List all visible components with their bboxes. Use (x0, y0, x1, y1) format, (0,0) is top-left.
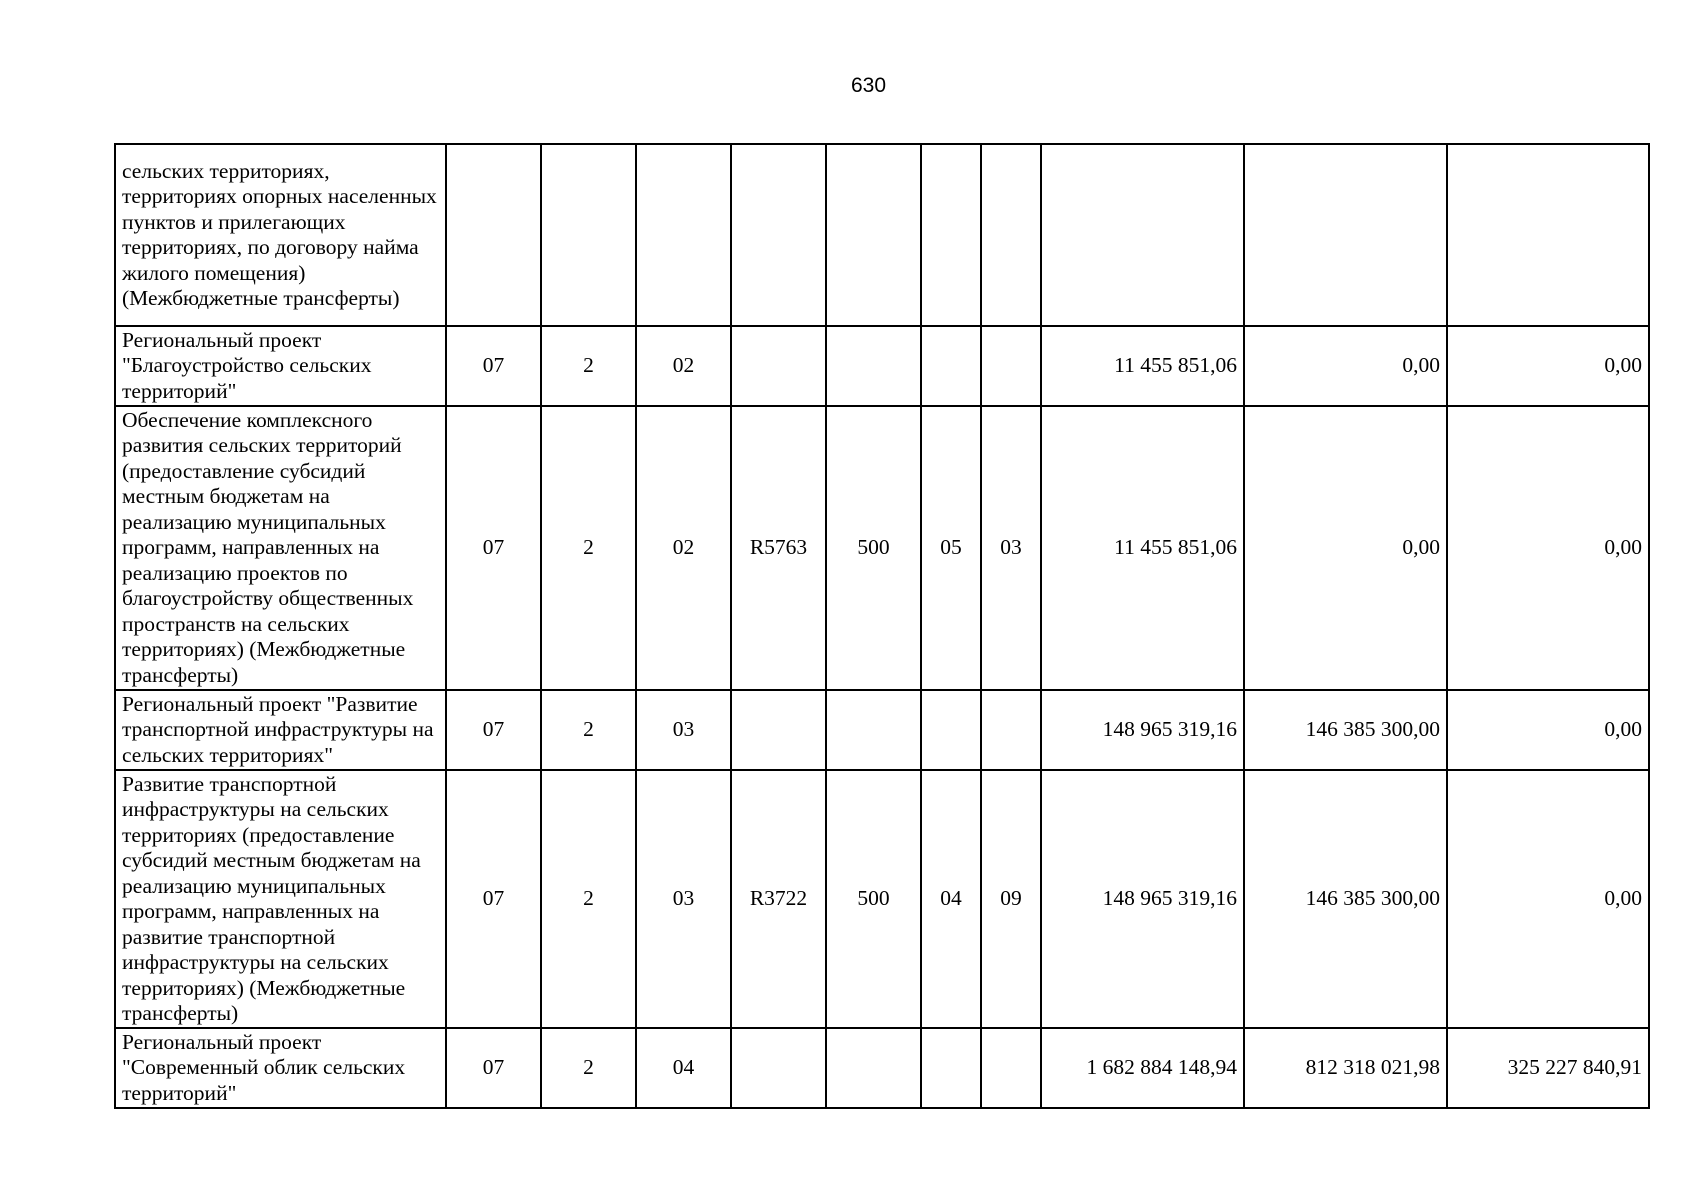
expense-type-code (826, 144, 921, 326)
subprogram-code: 2 (541, 326, 636, 406)
row-description: Региональный проект "Развитие транспортной инфраструктуры на сельских территориях" (115, 690, 446, 770)
row-description: Региональный проект "Благоустройство сельских территорий" (115, 326, 446, 406)
event-code: 02 (636, 326, 731, 406)
amount-year-2: 0,00 (1244, 406, 1447, 690)
program-code: 07 (446, 326, 541, 406)
expense-type-code: 500 (826, 770, 921, 1028)
program-code: 07 (446, 1028, 541, 1108)
amount-year-3: 0,00 (1447, 406, 1649, 690)
table-row (115, 326, 1649, 406)
amount-year-3: 325 227 840,91 (1447, 1028, 1649, 1108)
subprogram-code: 2 (541, 770, 636, 1028)
program-code: 07 (446, 770, 541, 1028)
page-number: 630 (850, 74, 887, 97)
subsection-code (981, 1028, 1041, 1108)
amount-year-1: 1 682 884 148,94 (1041, 1028, 1244, 1108)
amount-year-3: 0,00 (1447, 326, 1649, 406)
direction-code (731, 690, 826, 770)
subsection-code (981, 144, 1041, 326)
row-description: Региональный проект "Современный облик сельских территорий" (115, 1028, 446, 1108)
direction-code (731, 1028, 826, 1108)
table-row (115, 770, 1649, 1028)
direction-code (731, 326, 826, 406)
row-description: сельских территориях, территориях опорных населенных пунктов и прилегающих территориях, по договору найма жилого помещения) (Межбюджетные трансферты) (115, 144, 446, 326)
amount-year-3 (1447, 144, 1649, 326)
amount-year-2: 146 385 300,00 (1244, 770, 1447, 1028)
section-code (921, 1028, 981, 1108)
amount-year-1: 148 965 319,16 (1041, 690, 1244, 770)
event-code: 03 (636, 770, 731, 1028)
table-row (115, 406, 1649, 690)
amount-year-1 (1041, 144, 1244, 326)
subprogram-code: 2 (541, 406, 636, 690)
table-row (115, 690, 1649, 770)
amount-year-3: 0,00 (1447, 690, 1649, 770)
amount-year-2: 812 318 021,98 (1244, 1028, 1447, 1108)
section-code (921, 144, 981, 326)
program-code: 07 (446, 690, 541, 770)
program-code: 07 (446, 406, 541, 690)
event-code (636, 144, 731, 326)
event-code: 03 (636, 690, 731, 770)
expense-type-code (826, 1028, 921, 1108)
direction-code: R5763 (731, 406, 826, 690)
section-code: 05 (921, 406, 981, 690)
direction-code (731, 144, 826, 326)
subprogram-code: 2 (541, 690, 636, 770)
event-code: 04 (636, 1028, 731, 1108)
direction-code: R3722 (731, 770, 826, 1028)
subsection-code (981, 690, 1041, 770)
table-row (115, 1028, 1649, 1108)
subsection-code: 03 (981, 406, 1041, 690)
expense-type-code (826, 690, 921, 770)
amount-year-1: 11 455 851,06 (1041, 406, 1244, 690)
table-row (115, 144, 1649, 326)
amount-year-1: 11 455 851,06 (1041, 326, 1244, 406)
row-description: Обеспечение комплексного развития сельских территорий (предоставление субсидий местным бюджетам на реализацию муниципальных программ, направленных на реализацию проектов по благоустройству общественных пространств на сельских территориях) (Межбюджетные трансферты) (115, 406, 446, 690)
amount-year-1: 148 965 319,16 (1041, 770, 1244, 1028)
amount-year-3: 0,00 (1447, 770, 1649, 1028)
row-description: Развитие транспортной инфраструктуры на сельских территориях (предоставление субсидий местным бюджетам на реализацию муниципальных программ, направленных на развитие транспортной инфраструктуры на сельских территориях) (Межбюджетные трансферты) (115, 770, 446, 1028)
amount-year-2 (1244, 144, 1447, 326)
subsection-code (981, 326, 1041, 406)
subsection-code: 09 (981, 770, 1041, 1028)
event-code: 02 (636, 406, 731, 690)
expense-type-code (826, 326, 921, 406)
amount-year-2: 146 385 300,00 (1244, 690, 1447, 770)
program-code (446, 144, 541, 326)
amount-year-2: 0,00 (1244, 326, 1447, 406)
subprogram-code (541, 144, 636, 326)
subprogram-code: 2 (541, 1028, 636, 1108)
budget-table (114, 143, 1650, 1109)
section-code (921, 326, 981, 406)
section-code: 04 (921, 770, 981, 1028)
expense-type-code: 500 (826, 406, 921, 690)
section-code (921, 690, 981, 770)
